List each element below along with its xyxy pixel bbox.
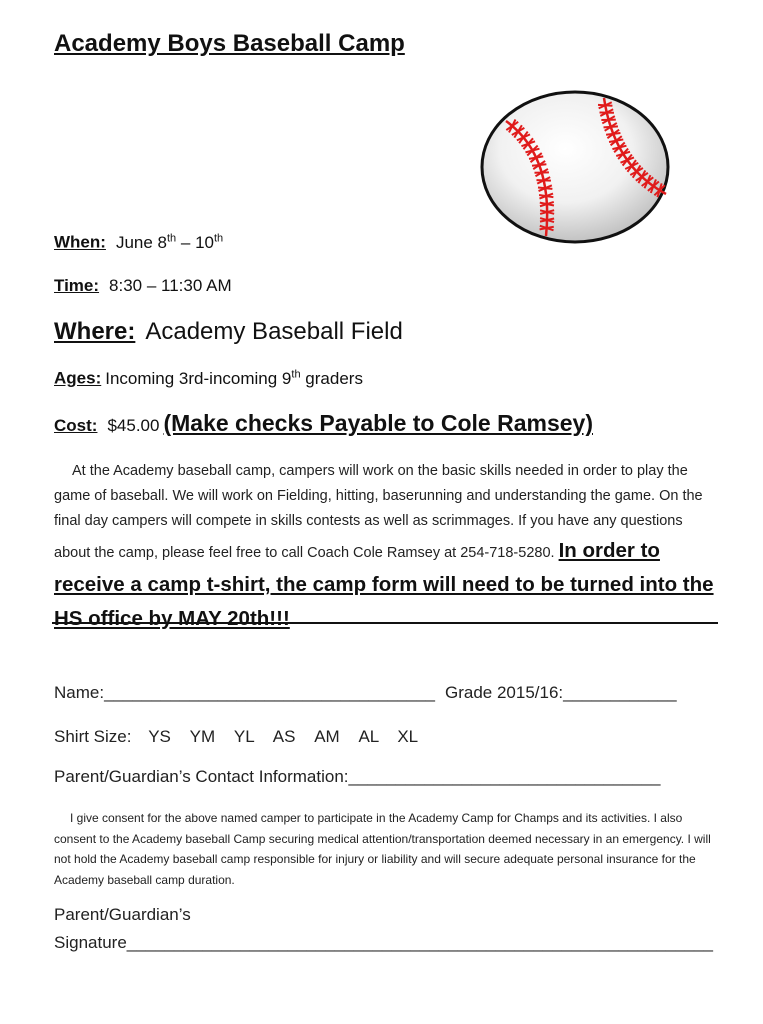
ages-value: Incoming 3rd-incoming 9th graders [105,368,363,388]
contact-info-field[interactable]: Parent/Guardian’s Contact Information:_________________________________ [54,767,661,786]
time-row [54,276,232,296]
grade-field[interactable]: Grade 2015/16:____________ [444,683,677,702]
name-grade-row [54,683,677,703]
where-label: Where: [54,318,136,345]
where-value: Academy Baseball Field [145,318,403,345]
signature-label: Parent/Guardian’s [54,905,191,924]
time-value: 8:30 – 11:30 AM [109,276,232,295]
description-text: At the Academy baseball camp, campers will work on the basic skills needed in order to play the game of baseball. We will work on Fielding, hitting, baserunning and understanding the game. On the final day campers will compete in skills contests as well as scrimmages. If you have any questions about the camp, please feel free to call Coach Cole Ramsey at 254-718-5280. [54,463,703,561]
shirt-size-option[interactable]: AM [314,727,340,746]
signature-field[interactable]: Signature______________________________________________________________ [54,933,713,952]
description-paragraph [54,459,714,636]
shirt-size-label: Shirt Size: [54,727,132,746]
baseball-icon [476,86,676,248]
shirt-size-option[interactable]: YL [233,727,255,746]
ages-row [54,368,363,389]
cost-row [54,410,593,437]
shirt-size-option[interactable]: XL [397,727,419,746]
when-row [54,232,223,253]
name-field[interactable]: Name:___________________________________ [54,683,435,702]
page-title: Academy Boys Baseball Camp [54,30,405,57]
shirt-size-option[interactable]: YS [148,727,171,746]
cost-note: (Make checks Payable to Cole Ramsey) [163,410,593,436]
cost-label: Cost: [54,416,98,435]
consent-paragraph [54,808,714,890]
ages-label: Ages: [54,368,102,388]
section-divider [52,622,718,624]
tshirt-deadline-notice: In order to receive a camp t-shirt, the camp form will need to be turned into the HS office by MAY 20th!!! [54,539,714,630]
shirt-size-row [54,727,418,747]
when-label: When: [54,232,106,252]
consent-text: I give consent for the above named camper to participate in the Academy Camp for Champs and its activities. I also consent to the Academy baseball Camp securing medical attention/transportation deemed necessary in an emergency. I will not hold the Academy baseball camp responsible for injury or liability and will secure adequate personal insurance for the Academy baseball camp duration. [54,811,711,887]
when-value: June 8th – 10th [115,232,224,252]
shirt-size-option[interactable]: AL [358,727,379,746]
where-row [54,318,403,346]
time-label: Time: [54,276,100,295]
cost-value: $45.00 [107,416,160,435]
shirt-size-option[interactable]: YM [189,727,216,746]
shirt-size-option[interactable]: AS [272,727,296,746]
